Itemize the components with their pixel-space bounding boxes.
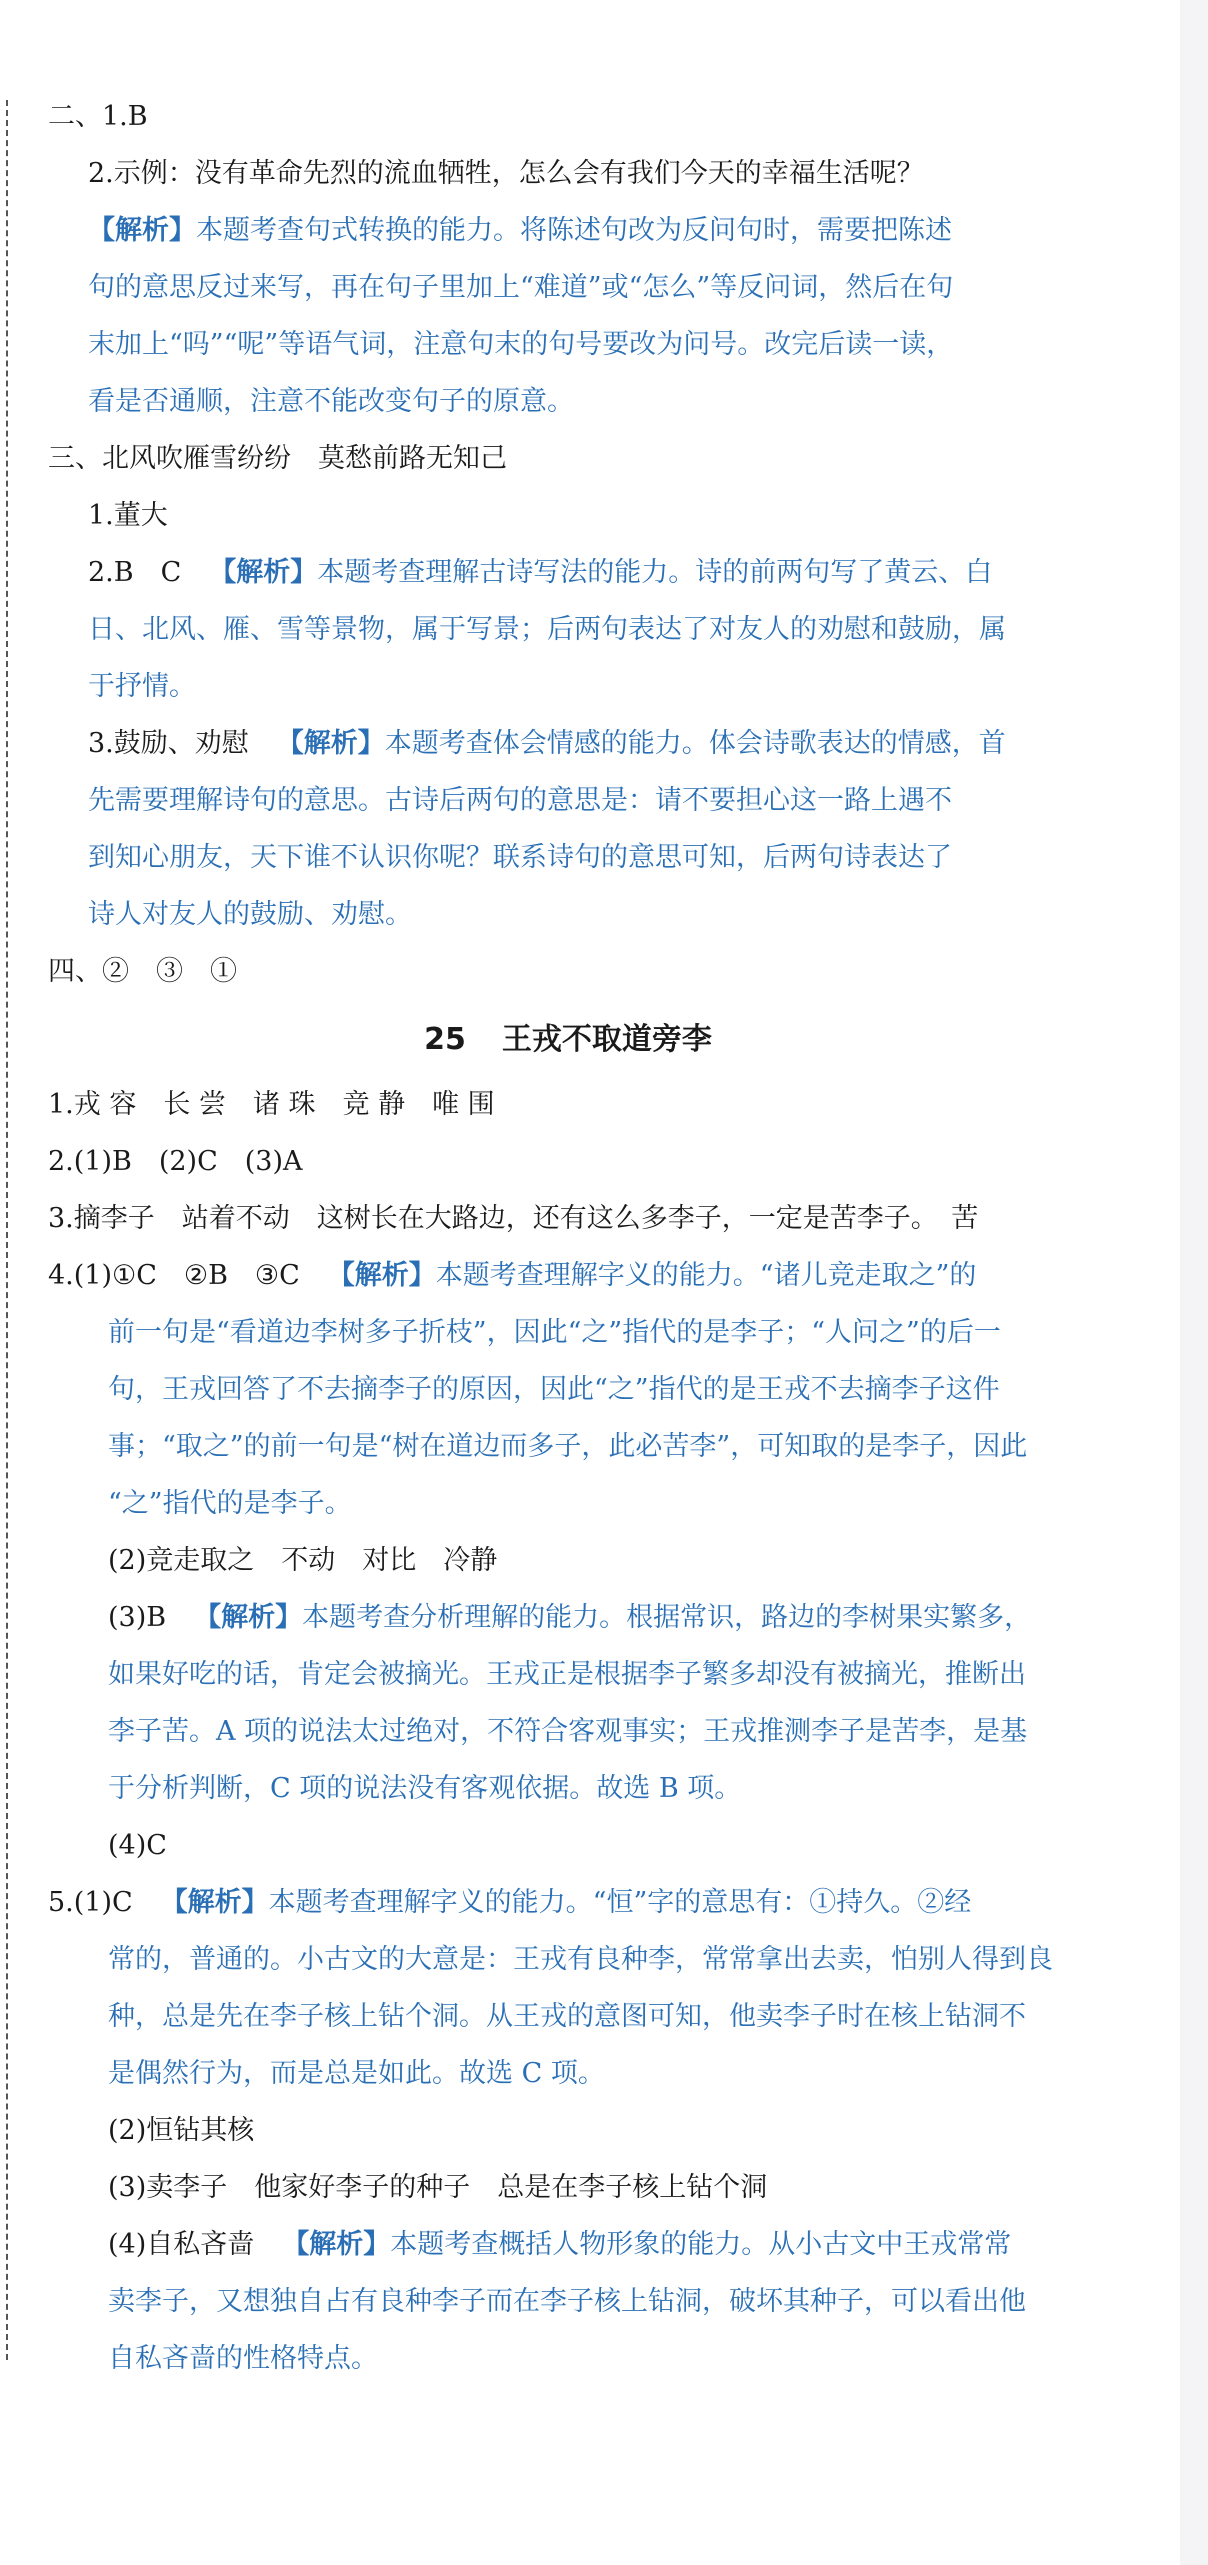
q4-part3-explain-1: 本题考查分析理解的能力。根据常识，路边的李树果实繁多，	[302, 1602, 1032, 1633]
sec2-explain-3: 末加上“吗”“呢”等语气词，注意句末的句号要改为问号。改完后读一读，	[88, 329, 954, 360]
sec3-q2-answer: 2.B C	[88, 557, 182, 588]
q4-explain-4: 事；“取之”的前一句是“树在道边而多子，此必苦李”，可知取的是李子，因此	[108, 1431, 1028, 1462]
sec3-line1: 三、北风吹雁雪纷纷 莫愁前路无知己	[48, 443, 507, 474]
sec3-q2	[48, 544, 1088, 601]
analysis-tag: 【解析】	[209, 557, 318, 588]
q3-line: 3.摘李子 站着不动 这树长在大路边，还有这么多李子，一定是苦李子。 苦	[48, 1203, 979, 1234]
q5-part3: (3)卖李子 他家好李子的种子 总是在李子核上钻个洞	[108, 2172, 768, 2203]
lesson-title	[48, 1014, 1088, 1066]
sec2-explain-1: 本题考查句式转换的能力。将陈述句改为反问句时，需要把陈述	[196, 215, 952, 246]
lesson-number: 25	[424, 1022, 466, 1057]
lesson-name: 王戎不取道旁李	[501, 1022, 712, 1057]
analysis-tag: 【解析】	[282, 2229, 391, 2260]
q4-part3-answer: (3)B	[108, 1602, 167, 1633]
q4-part3-explain-2: 如果好吃的话，肯定会被摘光。王戎正是根据李子繁多却没有被摘光，推断出	[108, 1659, 1026, 1690]
q5-part4	[48, 2216, 1088, 2273]
q5-part4-explain-3: 自私吝啬的性格特点。	[108, 2343, 378, 2374]
q4-part3	[48, 1589, 1088, 1646]
analysis-tag: 【解析】	[327, 1260, 436, 1291]
q2-line: 2.(1)B (2)C (3)A	[48, 1146, 303, 1177]
sec2-line1: 二、1.B	[48, 101, 148, 132]
q5-explain-4: 是偶然行为，而是总是如此。故选 C 项。	[108, 2058, 605, 2089]
q4-explain-1: 本题考查理解字义的能力。“诸儿竞走取之”的	[435, 1260, 977, 1291]
sec2-explain-4: 看是否通顺，注意不能改变句子的原意。	[88, 386, 574, 417]
q4-part3-explain-4: 于分析判断，C 项的说法没有客观依据。故选 B 项。	[108, 1773, 742, 1804]
q5-part4-explain-2: 卖李子，又想独自占有良种李子而在李子核上钻洞，破坏其种子，可以看出他	[108, 2286, 1026, 2317]
sec3-q3-explain-3: 到知心朋友，天下谁不认识你呢？联系诗句的意思可知，后两句诗表达了	[88, 842, 952, 873]
sec3-q2-explain-1: 本题考查理解古诗写法的能力。诗的前两句写了黄云、白	[317, 557, 993, 588]
analysis-tag: 【解析】	[194, 1602, 303, 1633]
q4-explain-3: 句，王戎回答了不去摘李子的原因，因此“之”指代的是王戎不去摘李子这件	[108, 1374, 1000, 1405]
sec3-q2-explain-3: 于抒情。	[88, 671, 196, 702]
sec3-q3	[48, 715, 1088, 772]
q5-part2: (2)恒钻其核	[108, 2115, 255, 2146]
sec3-q1: 1.董大	[88, 500, 168, 531]
q4-explain-5: “之”指代的是李子。	[108, 1488, 352, 1519]
sec2-line2: 2.示例：没有革命先烈的流血牺牲，怎么会有我们今天的幸福生活呢？	[88, 158, 924, 189]
analysis-tag: 【解析】	[160, 1887, 269, 1918]
q4-part3-explain-3: 李子苦。A 项的说法太过绝对，不符合客观事实；王戎推测李子是苦李，是基	[108, 1716, 1028, 1747]
q5-explain-1: 本题考查理解字义的能力。“恒”字的意思有：①持久。②经	[268, 1887, 972, 1918]
q4-answer: 4.(1)①C ②B ③C	[48, 1260, 300, 1291]
sec3-q2-explain-2: 日、北风、雁、雪等景物，属于写景；后两句表达了对友人的劝慰和鼓励，属	[88, 614, 1006, 645]
q4-explain-2: 前一句是“看道边李树多子折枝”，因此“之”指代的是李子；“人问之”的后一	[108, 1317, 1001, 1348]
analysis-tag: 【解析】	[276, 728, 385, 759]
q5-explain-3: 种，总是先在李子核上钻个洞。从王戎的意图可知，他卖李子时在核上钻洞不	[108, 2001, 1026, 2032]
q4-line1	[48, 1247, 1088, 1304]
q1-line: 1.戎 容 长 尝 诸 珠 竞 静 唯 围	[48, 1089, 495, 1120]
sec3-q3-explain-2: 先需要理解诗句的意思。古诗后两句的意思是：请不要担心这一路上遇不	[88, 785, 952, 816]
analysis-tag: 【解析】	[88, 215, 196, 246]
q5-answer: 5.(1)C	[48, 1887, 133, 1918]
q5-line1	[48, 1874, 1088, 1931]
dashed-margin-line	[6, 100, 8, 2360]
q5-part4-explain-1: 本题考查概括人物形象的能力。从小古文中王戎常常	[390, 2229, 1012, 2260]
q4-part2: (2)竞走取之 不动 对比 冷静	[108, 1545, 498, 1576]
q5-part4-answer: (4)自私吝啬	[108, 2229, 255, 2260]
q5-explain-2: 常的，普通的。小古文的大意是：王戎有良种李，常常拿出去卖，怕别人得到良	[108, 1944, 1053, 1975]
sec2-explain-2: 句的意思反过来写，再在句子里加上“难道”或“怎么”等反问词，然后在句	[88, 272, 954, 303]
q4-part4: (4)C	[108, 1830, 167, 1861]
sec4-line1: 四、② ③ ①	[48, 956, 237, 987]
sec3-q3-explain-4: 诗人对友人的鼓励、劝慰。	[88, 899, 412, 930]
answer-content	[48, 88, 1088, 2387]
sec3-q3-explain-1: 本题考查体会情感的能力。体会诗歌表达的情感，首	[384, 728, 1006, 759]
sec2-explain	[48, 202, 1088, 259]
sec3-q3-answer: 3.鼓励、劝慰	[88, 728, 249, 759]
